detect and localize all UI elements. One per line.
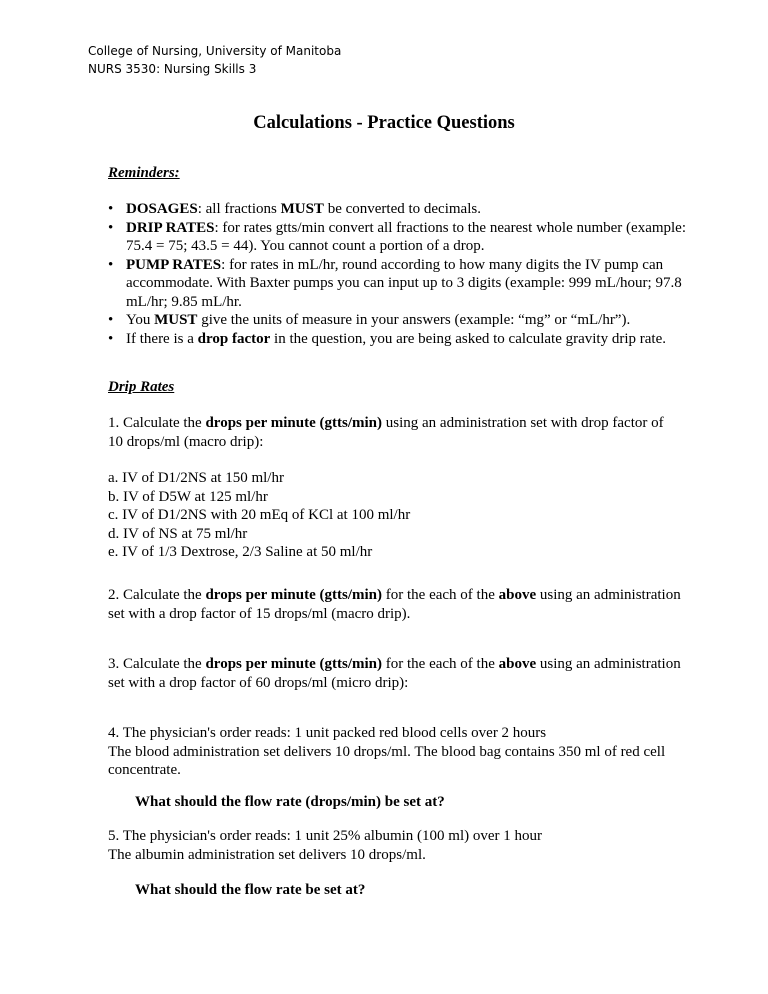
question-1: 1. Calculate the drops per minute (gtts/min) using an administration set with drop factor of 10 drops/ml (macro drip):: [108, 415, 664, 450]
question-5-prompt: What should the flow rate be set at?: [135, 882, 366, 898]
list-item: • DOSAGES: all fractions MUST be converted to decimals.: [108, 201, 481, 217]
page-title: Calculations - Practice Questions: [253, 113, 515, 133]
list-item: • You MUST give the units of measure in your answers (example: “mg” or “mL/hr”).: [108, 312, 631, 328]
list-item: d. IV of NS at 75 ml/hr: [108, 525, 248, 542]
list-item: c. IV of D1/2NS with 20 mEq of KCl at 100 ml/hr: [108, 507, 411, 523]
list-item: b. IV of D5W at 125 ml/hr: [108, 488, 268, 505]
list-item: • If there is a drop factor in the question, you are being asked to calculate gravity drip rate.: [108, 330, 666, 347]
page-header: [88, 42, 341, 78]
list-item: e. IV of 1/3 Dextrose, 2/3 Saline at 50 ml/hr: [108, 544, 373, 560]
question-5: 5. The physician's order reads: 1 unit 25% albumin (100 ml) over 1 hour The albumin administration set delivers 10 drops/ml.: [108, 828, 543, 863]
header-line-2: NURS 3530: Nursing Skills 3: [88, 62, 257, 76]
question-3: 3. Calculate the drops per minute (gtts/min) for the each of the above using an administration set with a drop factor of 60 drops/ml (micro drip):: [108, 656, 681, 691]
question-4-prompt: What should the flow rate (drops/min) be set at?: [135, 794, 445, 810]
list-item: • DRIP RATES: for rates gtts/min convert all fractions to the nearest whole number (example: 75.4 = 75; 43.5 = 44). You cannot count a portion of a drop.: [108, 219, 687, 254]
reminders-list: [108, 200, 693, 348]
reminders-heading: Reminders:: [108, 165, 180, 181]
list-item: a. IV of D1/2NS at 150 ml/hr: [108, 470, 284, 486]
question-1-items: [108, 469, 688, 562]
drip-rates-heading: Drip Rates: [108, 379, 175, 395]
question-2: 2. Calculate the drops per minute (gtts/min) for the each of the above using an administration set with a drop factor of 15 drops/ml (macro drip).: [108, 587, 681, 622]
question-4: 4. The physician's order reads: 1 unit packed red blood cells over 2 hours The blood administration set delivers 10 drops/ml. The blood bag contains 350 ml of red cell concentrate.: [108, 725, 666, 778]
list-item: • PUMP RATES: for rates in mL/hr, round according to how many digits the IV pump can accommodate. With Baxter pumps you can input up to 3 digits (example: 999 mL/hour; 97.8 mL/hr; 9.85 mL/hr.: [108, 256, 682, 310]
header-line-1: College of Nursing, University of Manitoba: [88, 44, 342, 58]
